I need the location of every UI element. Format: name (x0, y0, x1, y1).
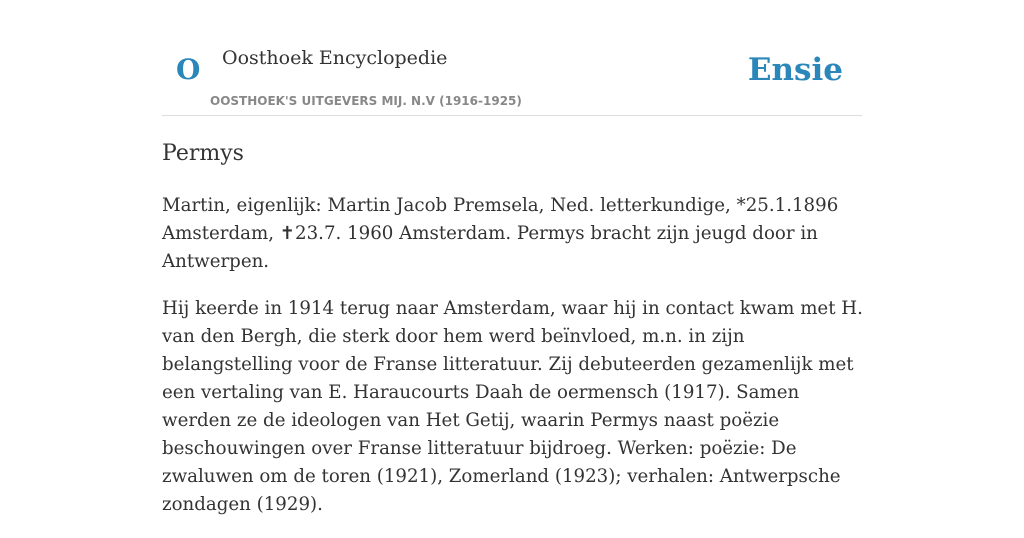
publisher-subtitle: OOSTHOEK'S UITGEVERS MIJ. N.V (1916-1925) (210, 94, 522, 108)
entry-title: Permys (162, 141, 244, 166)
entry-paragraph: Martin, eigenlijk: Martin Jacob Premsela, Ned. letterkundige, *25.1.1896 Amsterdam, ✝23.7. 1960 Amsterdam. Permys bracht zijn jeugd door in Antwerpen. (162, 195, 839, 272)
header-divider (162, 115, 862, 116)
publication-title[interactable]: Oosthoek Encyclopedie (222, 47, 448, 69)
publication-logo[interactable]: O (176, 53, 201, 86)
entry-paragraph: Hij keerde in 1914 terug naar Amsterdam, waar hij in contact kwam met H. van den Bergh, die sterk door hem werd beïnvloed, m.n. in zijn belangstelling voor de Franse litteratuur. Zij debuteerden gezamenlijk met een vertaling van E. Haraucourts Daah de oermensch (1917). Samen werden ze de ideologen van Het Getij, waarin Permys naast poëzie beschouwingen over Franse litteratuur bijdroeg. Werken: poëzie: De zwaluwen om de toren (1921), Zomerland (1923); verhalen: Antwerpsche zondagen (1929). (162, 298, 863, 515)
entry-body (162, 192, 872, 538)
brand-logo-link[interactable]: Ensie (747, 52, 843, 88)
